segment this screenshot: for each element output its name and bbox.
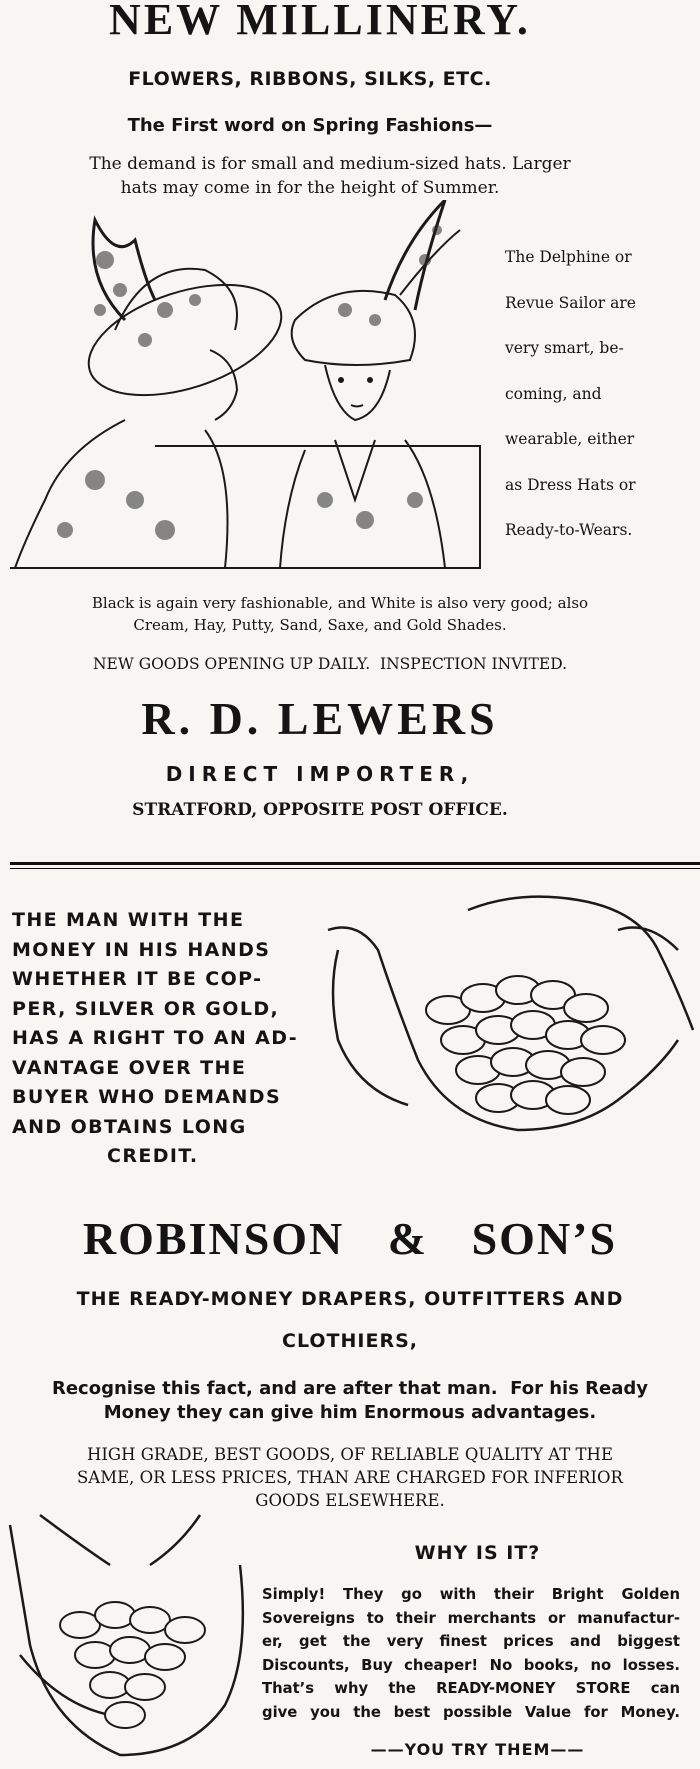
- answer-line: er, get the very finest prices and biggest: [262, 1633, 680, 1650]
- ad-divider: [10, 862, 700, 865]
- millinery-side-text: [505, 235, 655, 554]
- lead-line: WHETHER IT BE COP-: [12, 968, 263, 990]
- side-line: wearable, either: [505, 430, 635, 448]
- merchant-name: R. D. LEWERS: [141, 693, 499, 744]
- side-line: The Delphine or: [505, 248, 632, 266]
- side-line: coming, and: [505, 384, 602, 403]
- robinson-name: ROBINSON & SON’S: [82, 1213, 618, 1264]
- millinery-advertisement: [0, 0, 700, 860]
- millinery-illustration: [5, 200, 485, 572]
- answer-line: give you the best possible Value for Money.: [262, 1703, 680, 1721]
- lead-line: VANTAGE OVER THE: [12, 1056, 247, 1079]
- recognise-line-2: Money they can give him Enormous advantages.: [103, 1402, 597, 1423]
- closing-line: ——YOU TRY THEM——: [370, 1740, 585, 1759]
- side-line: Ready-to-Wears.: [505, 521, 633, 539]
- quality-line-3: GOODS ELSEWHERE.: [255, 1491, 445, 1510]
- why-heading: WHY IS IT?: [414, 1542, 541, 1564]
- answer-line: Discounts, Buy cheaper! No books, no losses.: [262, 1656, 680, 1674]
- answer-line: Simply! They go with their Bright Golden: [262, 1586, 680, 1603]
- robinson-trade-line-2: CLOTHIERS,: [282, 1330, 418, 1352]
- lead-line: AND OBTAINS LONG: [12, 1115, 247, 1138]
- answer-line: Sovereigns to their merchants or manufactur-: [262, 1609, 680, 1627]
- millinery-subtitle: FLOWERS, RIBBONS, SILKS, ETC.: [128, 68, 492, 90]
- lead-line: HAS A RIGHT TO AN AD-: [12, 1027, 299, 1049]
- robinson-lead-text: [12, 906, 312, 1172]
- hands-with-coins-illustration: [318, 890, 700, 1152]
- millinery-intro-line-1: The demand is for small and medium-sized hats. Larger: [89, 154, 571, 174]
- why-answer: [262, 1583, 680, 1724]
- cupped-hands-illustration: [0, 1505, 255, 1767]
- side-line: Revue Sailor are: [505, 293, 636, 312]
- millinery-title: NEW MILLINERY.: [109, 0, 531, 44]
- robinson-trade-line-1: THE READY-MONEY DRAPERS, OUTFITTERS AND: [76, 1288, 624, 1310]
- ad-divider-thin: [10, 868, 700, 869]
- robinson-advertisement: [0, 870, 700, 1769]
- millinery-notice: NEW GOODS OPENING UP DAILY. INSPECTION INVITED.: [92, 655, 567, 673]
- lead-line: CREDIT.: [107, 1145, 199, 1167]
- answer-line: That’s why the READY-MONEY STORE can: [262, 1680, 680, 1697]
- quality-line-1: HIGH GRADE, BEST GOODS, OF RELIABLE QUALITY AT THE: [86, 1445, 613, 1464]
- lead-line: BUYER WHO DEMANDS: [12, 1086, 282, 1108]
- millinery-colors-line-1: Black is again very fashionable, and White is also very good; also: [91, 594, 589, 612]
- quality-line-2: SAME, OR LESS PRICES, THAN ARE CHARGED FOR INFERIOR: [77, 1468, 623, 1487]
- lead-line: MONEY IN HIS HANDS: [12, 938, 271, 961]
- millinery-colors-line-2: Cream, Hay, Putty, Sand, Saxe, and Gold Shades.: [133, 616, 507, 634]
- side-line: very smart, be-: [505, 339, 624, 357]
- merchant-address: STRATFORD, OPPOSITE POST OFFICE.: [132, 800, 508, 820]
- merchant-role: DIRECT IMPORTER,: [165, 762, 475, 786]
- side-line: as Dress Hats or: [505, 475, 636, 494]
- millinery-tagline: The First word on Spring Fashions—: [127, 115, 493, 136]
- millinery-intro-line-2: hats may come in for the height of Summer.: [120, 178, 500, 198]
- lead-line: PER, SILVER OR GOLD,: [12, 997, 280, 1020]
- lead-line: THE MAN WITH THE: [12, 909, 245, 931]
- recognise-line-1: Recognise this fact, and are after that man. For his Ready: [51, 1378, 649, 1399]
